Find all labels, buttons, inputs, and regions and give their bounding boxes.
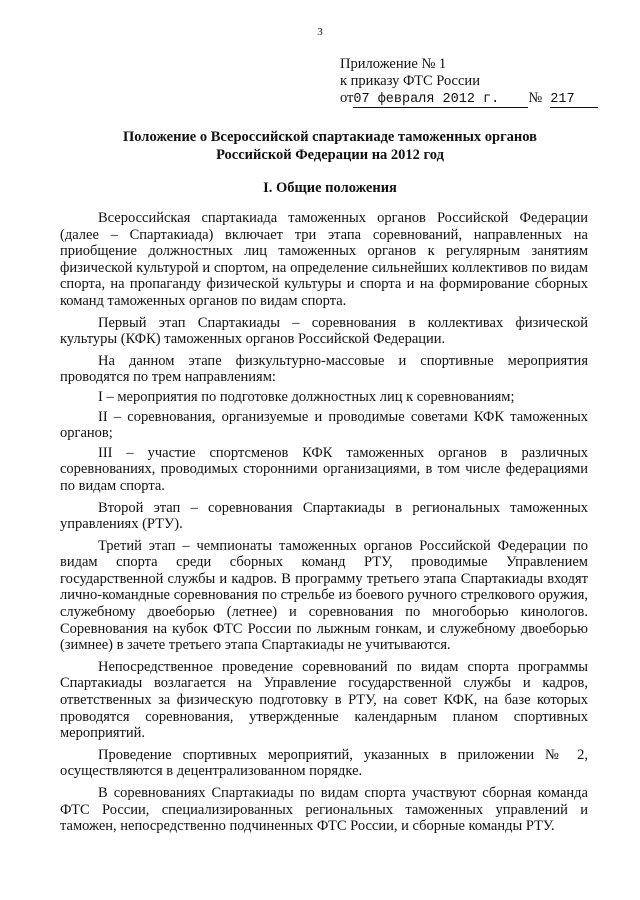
paragraph: Второй этап – соревнования Спартакиады в региональных таможенных управлениях (РТУ). (60, 499, 588, 533)
appendix-title: Приложение № 1 (340, 56, 447, 72)
paragraph: На данном этапе физкультурно-массовые и спортивные мероприятия проводятся по трем направлениям: (60, 352, 588, 386)
paragraph: В соревнованиях Спартакиады по видам спорта участвуют сборная команда ФТС России, специализированных региональных таможенных управлений и таможен, непосредственно подчиненных ФТС России, и сборные команды РТУ. (60, 785, 588, 835)
paragraph: Первый этап Спартакиады – соревнования в коллективах физической культуры (КФК) таможенных органов Российской Федерации. (60, 314, 588, 348)
paragraph: Третий этап – чемпионаты таможенных органов Российской Федерации по видам спорта среди сборных команд РТУ, проводимые Управлением государственной службы и кадров. В программу третьего этапа Спартакиады входят лично-командные соревнования по стрельбе из боевого ручного стрелкового оружия, служебному двоеборью (летнее) и соревнования по многоборью кинологов. Соревнования на кубок ФТС России по лыжным гонкам, и служебному двоеборью (зимнее) в зачете третьего этапа Спартакиады не учитываются. (60, 537, 588, 654)
paragraph: III – участие спортсменов КФК таможенных органов в различных соревнованиях, проводимых сторонними организациями, в том числе федерациями по видам спорта. (60, 444, 588, 494)
appendix-block (340, 56, 598, 108)
section-title: I. Общие положения (263, 180, 397, 196)
paragraph: II – соревнования, организуемые и проводимые советами КФК таможенных органов; (60, 408, 588, 442)
paragraph: Непосредственное проведение соревнований по видам спорта программы Спартакиады возлагается на Управление государственной службы и кадров, ответственных за физическую подготовку в РТУ, на совет КФК, на базе которых проводятся соревнования, утвержденные календарным планом спортивных мероприятий. (60, 658, 588, 742)
order-date: 07 февраля 2012 г. (353, 92, 528, 108)
document-title-line-1: Положение о Всероссийской спартакиаде таможенных органов (122, 129, 538, 145)
appendix-date-line (340, 90, 598, 108)
body-text (60, 210, 588, 840)
page-number: 3 (317, 26, 323, 38)
order-number: 217 (550, 92, 598, 108)
paragraph: I – мероприятия по подготовке должностных лиц к соревнованиям; (98, 388, 515, 405)
paragraph: Проведение спортивных мероприятий, указанных в приложении № 2, осуществляются в децентрализованном порядке. (60, 746, 588, 780)
date-prefix: от (340, 90, 354, 106)
number-label: № (528, 90, 543, 106)
paragraph: Всероссийская спартакиада таможенных органов Российской Федерации (далее – Спартакиада) включает три этапа соревнований, направленных на приобщение должностных лиц таможенных органов к регулярным занятиям физической культурой и спортом, на определение сильнейших коллективов по видам спорта, на пропаганду физической культуры и спорта и на формирование сборных команд таможенных органов по видам спорта. (60, 210, 588, 309)
document-title-line-2: Российской Федерации на 2012 год (216, 147, 444, 163)
appendix-order-ref: к приказу ФТС России (340, 73, 480, 89)
document-title (60, 128, 600, 164)
